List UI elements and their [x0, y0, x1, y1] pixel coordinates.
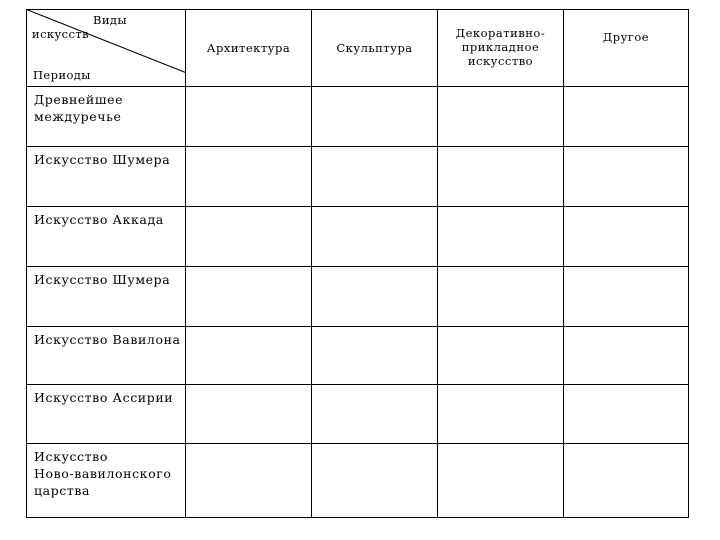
- corner-label-arts: искусств: [32, 27, 89, 41]
- column-header-architecture: Архитектура: [206, 41, 291, 55]
- corner-label-kinds: Виды: [93, 13, 127, 27]
- column-header-decorative-art: Декоративно- прикладное искусство: [455, 26, 546, 68]
- row-label-babylon-art: Искусство Вавилона: [34, 332, 181, 347]
- table-cell[interactable]: [312, 87, 437, 146]
- row-label-sumer-art: Искусство Шумера: [34, 152, 171, 167]
- table-cell[interactable]: [438, 87, 563, 146]
- row-label-ancient-mesopotamia: Древнейшее междуречье: [34, 92, 124, 124]
- column-header-sculpture: Скульптура: [336, 41, 413, 55]
- row-label-neo-babylonian-art: Искусство Ново-вавилонского царства: [34, 449, 172, 498]
- row-label-akkad-art: Искусство Аккада: [34, 212, 164, 227]
- table-cell[interactable]: [186, 87, 311, 146]
- row-label-assyria-art: Искусство Ассирии: [34, 390, 174, 405]
- table-cell[interactable]: [564, 87, 688, 146]
- row-label-sumer-art-2: Искусство Шумера: [34, 272, 171, 287]
- corner-label-periods: Периоды: [33, 68, 91, 82]
- column-header-other: Другое: [602, 30, 650, 44]
